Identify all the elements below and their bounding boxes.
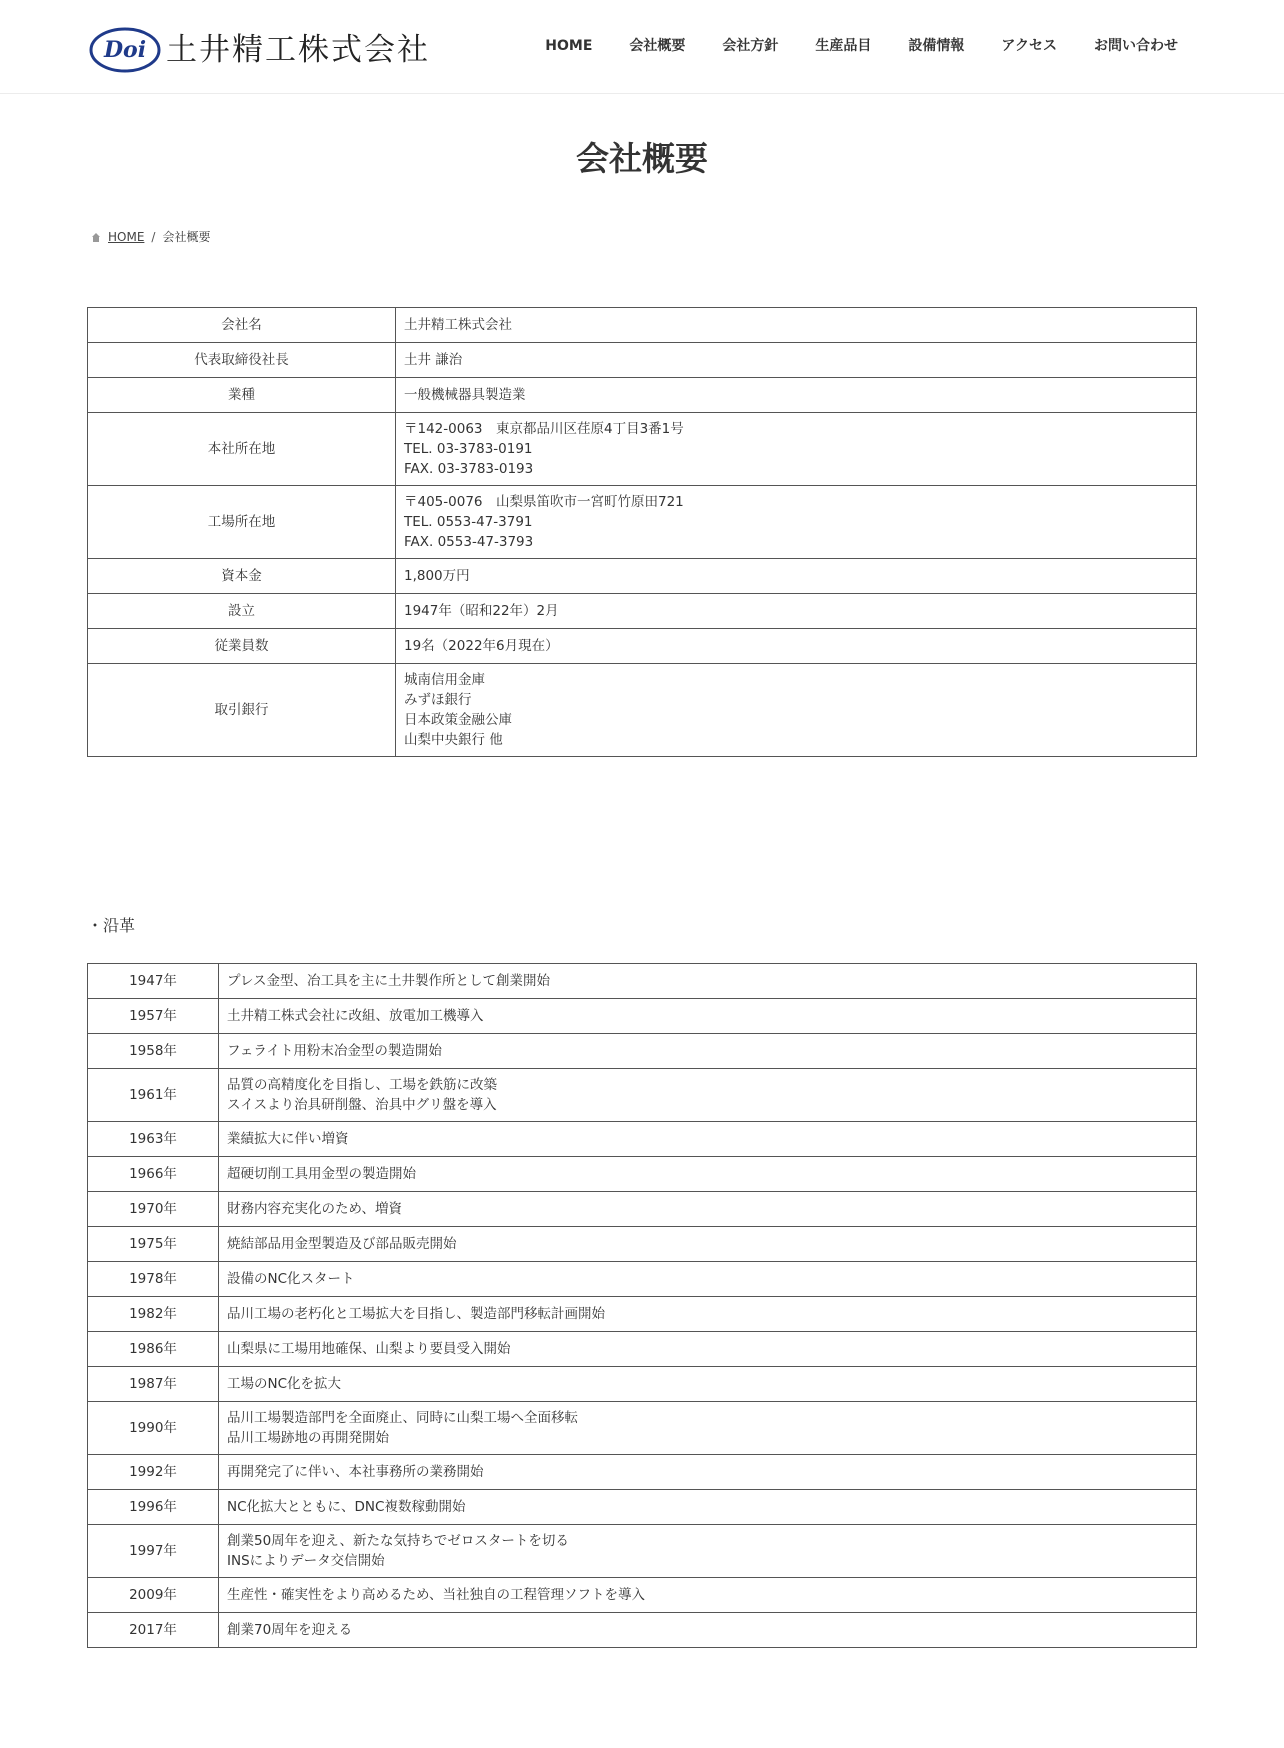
history-event — [219, 1490, 1197, 1525]
info-line: 1947年（昭和22年）2月 — [404, 603, 559, 619]
table-row — [88, 486, 1197, 559]
history-year: 1996年 — [88, 1490, 219, 1525]
history-line: 山梨県に工場用地確保、山梨より要員受入開始 — [227, 1341, 511, 1357]
nav-contact[interactable]: お問い合わせ — [1094, 38, 1178, 54]
history-line: 品川工場跡地の再開発開始 — [227, 1430, 389, 1446]
info-line: 土井 謙治 — [404, 352, 463, 368]
info-label: 本社所在地 — [88, 413, 396, 486]
doi-logo-icon — [88, 26, 162, 74]
info-line: FAX. 0553-47-3793 — [404, 534, 534, 550]
history-line: 創業70周年を迎える — [227, 1622, 353, 1638]
nav-products[interactable]: 生産品目 — [815, 38, 872, 54]
history-year: 1987年 — [88, 1367, 219, 1402]
info-label: 業種 — [88, 378, 396, 413]
history-year: 1986年 — [88, 1332, 219, 1367]
info-label: 設立 — [88, 594, 396, 629]
info-label: 会社名 — [88, 308, 396, 343]
info-label: 工場所在地 — [88, 486, 396, 559]
history-year: 1990年 — [88, 1402, 219, 1455]
history-line: プレス金型、冶工具を主に土井製作所として創業開始 — [227, 973, 551, 989]
history-year: 1963年 — [88, 1122, 219, 1157]
history-event — [219, 1034, 1197, 1069]
table-row — [88, 413, 1197, 486]
table-row — [88, 378, 1197, 413]
page-title: 会社概要 — [576, 139, 708, 178]
site-logo[interactable] — [88, 26, 430, 74]
history-year: 1961年 — [88, 1069, 219, 1122]
table-row — [88, 1262, 1197, 1297]
info-line: 日本政策金融公庫 — [404, 712, 512, 728]
history-event — [219, 1402, 1197, 1455]
history-line: 土井精工株式会社に改組、放電加工機導入 — [227, 1008, 484, 1024]
site-header — [0, 0, 1284, 94]
info-value — [396, 486, 1197, 559]
history-year: 1957年 — [88, 999, 219, 1034]
home-icon — [92, 233, 100, 242]
nav-access[interactable]: アクセス — [1001, 38, 1057, 54]
history-year: 2017年 — [88, 1613, 219, 1648]
history-event — [219, 1192, 1197, 1227]
history-line: 生産性・確実性をより高めるため、当社独自の工程管理ソフトを導入 — [227, 1587, 645, 1603]
info-label: 従業員数 — [88, 629, 396, 664]
nav-home[interactable]: HOME — [545, 38, 593, 54]
nav-company-policy[interactable]: 会社方針 — [722, 38, 779, 54]
logo-text: 土井精工株式会社 — [166, 32, 430, 68]
table-row — [88, 1525, 1197, 1578]
info-line: 19名（2022年6月現在） — [404, 638, 559, 654]
info-value — [396, 629, 1197, 664]
history-line: 品川工場製造部門を全面廃止、同時に山梨工場へ全面移転 — [227, 1410, 578, 1426]
table-row — [88, 594, 1197, 629]
history-line: フェライト用粉末冶金型の製造開始 — [227, 1043, 442, 1059]
info-line: 土井精工株式会社 — [404, 317, 512, 333]
company-info-table — [87, 307, 1197, 757]
history-event — [219, 1227, 1197, 1262]
history-line: スイスより治具研削盤、治具中グリ盤を導入 — [227, 1097, 497, 1113]
history-table — [87, 963, 1197, 1648]
history-year: 2009年 — [88, 1578, 219, 1613]
history-event — [219, 1525, 1197, 1578]
table-row — [88, 1613, 1197, 1648]
history-event — [219, 1613, 1197, 1648]
logo-mark-text: Doi — [103, 37, 147, 63]
history-event — [219, 1367, 1197, 1402]
table-row — [88, 1069, 1197, 1122]
info-line: TEL. 0553-47-3791 — [404, 514, 533, 530]
history-year: 1997年 — [88, 1525, 219, 1578]
history-line: 再開発完了に伴い、本社事務所の業務開始 — [227, 1464, 484, 1480]
history-line: 焼結部品用金型製造及び部品販売開始 — [227, 1236, 457, 1252]
main-nav — [508, 34, 1178, 58]
info-line: FAX. 03-3783-0193 — [404, 461, 534, 477]
table-row — [88, 999, 1197, 1034]
breadcrumb-home-link[interactable]: HOME — [108, 230, 145, 244]
table-row — [88, 629, 1197, 664]
breadcrumb-current: 会社概要 — [162, 230, 211, 244]
history-line: 品質の高精度化を目指し、工場を鉄筋に改築 — [227, 1077, 497, 1093]
table-row — [88, 1402, 1197, 1455]
table-row — [88, 1122, 1197, 1157]
info-line: 1,800万円 — [404, 568, 470, 584]
history-event — [219, 1122, 1197, 1157]
history-event — [219, 1297, 1197, 1332]
history-year: 1992年 — [88, 1455, 219, 1490]
nav-equipment[interactable]: 設備情報 — [908, 38, 965, 54]
table-row — [88, 1034, 1197, 1069]
breadcrumb-separator: / — [151, 230, 156, 244]
history-year: 1982年 — [88, 1297, 219, 1332]
history-line: 工場のNC化を拡大 — [227, 1376, 342, 1392]
info-value — [396, 559, 1197, 594]
history-event — [219, 1157, 1197, 1192]
history-event — [219, 1332, 1197, 1367]
info-value — [396, 594, 1197, 629]
info-value — [396, 664, 1197, 757]
history-heading: ・沿革 — [87, 916, 136, 935]
info-label: 取引銀行 — [88, 664, 396, 757]
table-row — [88, 1367, 1197, 1402]
history-year: 1970年 — [88, 1192, 219, 1227]
table-row — [88, 559, 1197, 594]
info-label: 代表取締役社長 — [88, 343, 396, 378]
history-line: 業績拡大に伴い増資 — [227, 1131, 349, 1147]
info-line: 一般機械器具製造業 — [404, 387, 526, 403]
info-value — [396, 378, 1197, 413]
table-row — [88, 1192, 1197, 1227]
table-row — [88, 1490, 1197, 1525]
table-row — [88, 1332, 1197, 1367]
history-event — [219, 1578, 1197, 1613]
history-line: NC化拡大とともに、DNC複数稼動開始 — [227, 1499, 466, 1515]
history-event — [219, 964, 1197, 999]
table-row — [88, 1297, 1197, 1332]
history-event — [219, 1455, 1197, 1490]
nav-company-overview[interactable]: 会社概要 — [629, 38, 686, 54]
info-value — [396, 413, 1197, 486]
history-year: 1966年 — [88, 1157, 219, 1192]
info-value — [396, 343, 1197, 378]
history-line: 超硬切削工具用金型の製造開始 — [227, 1166, 416, 1182]
info-label: 資本金 — [88, 559, 396, 594]
history-year: 1975年 — [88, 1227, 219, 1262]
history-event — [219, 999, 1197, 1034]
info-line: 〒142-0063 東京都品川区荏原4丁目3番1号 — [404, 421, 684, 437]
info-line: みずほ銀行 — [404, 692, 472, 708]
history-line: INSによりデータ交信開始 — [227, 1553, 385, 1569]
info-line: 〒405-0076 山梨県笛吹市一宮町竹原田721 — [404, 494, 684, 510]
history-year: 1947年 — [88, 964, 219, 999]
info-line: 城南信用金庫 — [404, 672, 485, 688]
table-row — [88, 1455, 1197, 1490]
table-row — [88, 1157, 1197, 1192]
history-year: 1978年 — [88, 1262, 219, 1297]
breadcrumb — [92, 229, 210, 245]
info-line: TEL. 03-3783-0191 — [404, 441, 533, 457]
history-line: 創業50周年を迎え、新たな気持ちでゼロスタートを切る — [227, 1533, 569, 1549]
info-line: 山梨中央銀行 他 — [404, 732, 503, 748]
table-row — [88, 308, 1197, 343]
history-line: 品川工場の老朽化と工場拡大を目指し、製造部門移転計画開始 — [227, 1306, 605, 1322]
history-event — [219, 1069, 1197, 1122]
table-row — [88, 1578, 1197, 1613]
history-line: 財務内容充実化のため、増資 — [227, 1201, 402, 1217]
table-row — [88, 1227, 1197, 1262]
history-year: 1958年 — [88, 1034, 219, 1069]
history-line: 設備のNC化スタート — [227, 1271, 355, 1287]
table-row — [88, 964, 1197, 999]
table-row — [88, 343, 1197, 378]
table-row — [88, 664, 1197, 757]
info-value — [396, 308, 1197, 343]
history-event — [219, 1262, 1197, 1297]
